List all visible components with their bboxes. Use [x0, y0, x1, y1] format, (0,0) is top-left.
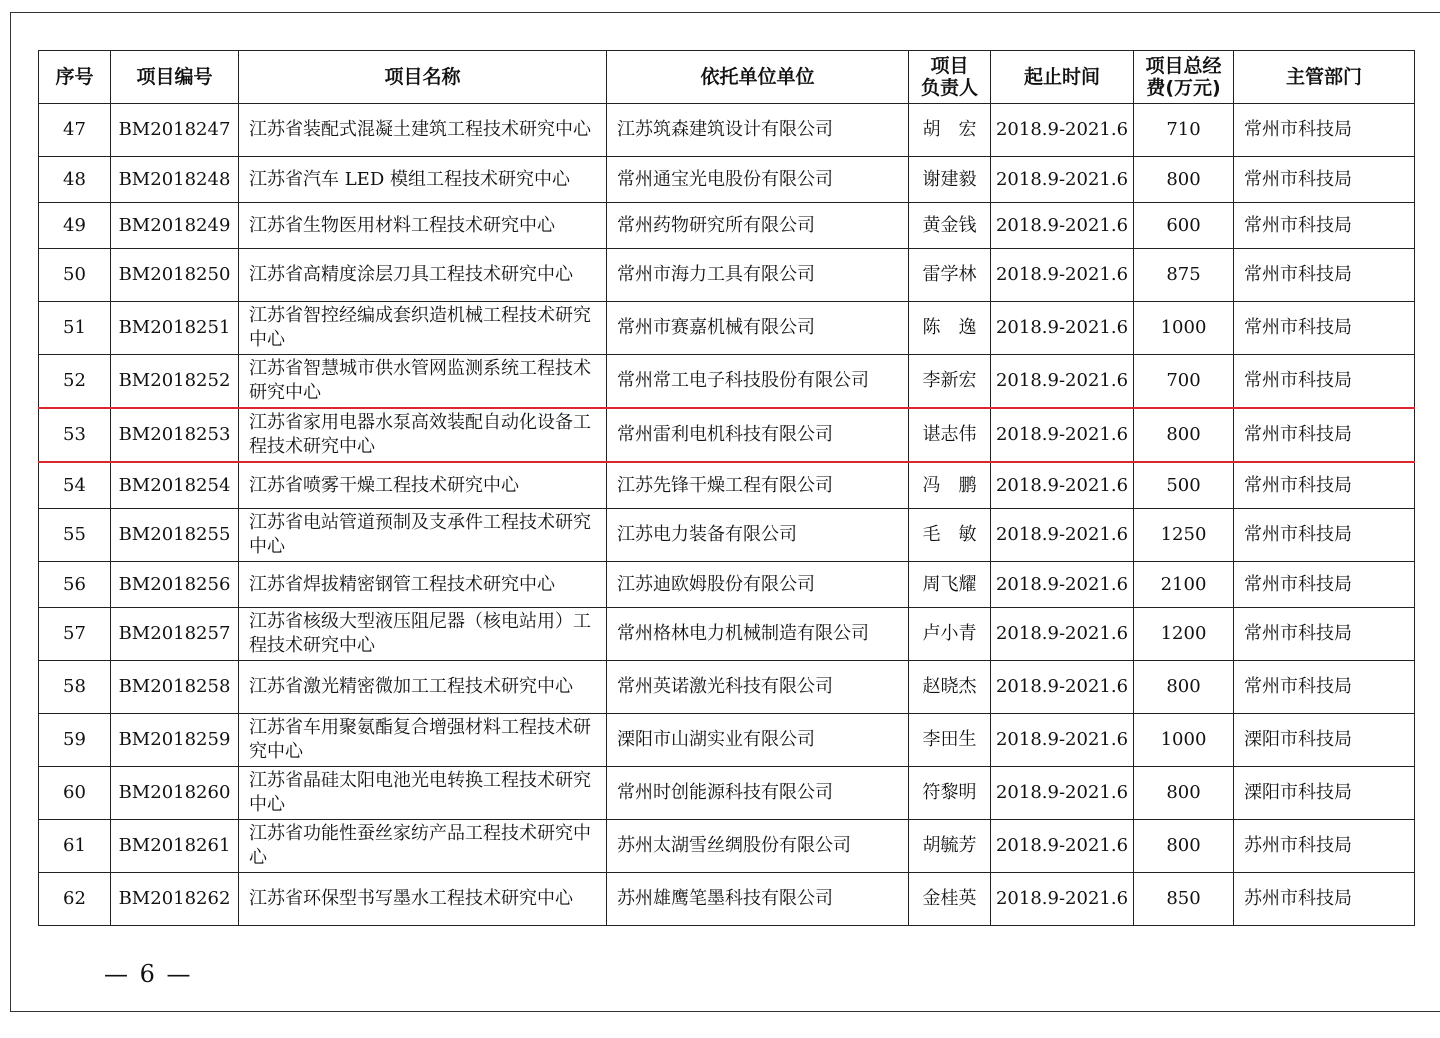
cell-leader: 黄金钱: [909, 203, 991, 249]
cell-period: 2018.9-2021.6: [991, 462, 1134, 509]
cell-name: 江苏省焊拔精密钢管工程技术研究中心: [239, 562, 607, 608]
cell-name: 江苏省电站管道预制及支承件工程技术研究中心: [239, 509, 607, 562]
cell-unit: 苏州太湖雪丝绸股份有限公司: [607, 820, 909, 873]
header-code: 项目编号: [111, 51, 239, 104]
cell-period: 2018.9-2021.6: [991, 714, 1134, 767]
cell-budget: 800: [1134, 820, 1234, 873]
cell-budget: 700: [1134, 355, 1234, 409]
cell-leader: 胡毓芳: [909, 820, 991, 873]
cell-unit: 江苏筑森建筑设计有限公司: [607, 104, 909, 157]
cell-budget: 800: [1134, 157, 1234, 203]
header-seq: 序号: [39, 51, 111, 104]
cell-seq: 57: [39, 608, 111, 661]
cell-budget: 875: [1134, 249, 1234, 302]
table-row: [39, 355, 1415, 409]
cell-period: 2018.9-2021.6: [991, 203, 1134, 249]
cell-budget: 800: [1134, 767, 1234, 820]
cell-leader: 李田生: [909, 714, 991, 767]
cell-dept: 溧阳市科技局: [1234, 767, 1415, 820]
cell-leader: 符黎明: [909, 767, 991, 820]
cell-seq: 62: [39, 873, 111, 926]
cell-period: 2018.9-2021.6: [991, 355, 1134, 409]
cell-unit: 常州英诺激光科技有限公司: [607, 661, 909, 714]
cell-leader: 胡 宏: [909, 104, 991, 157]
cell-leader: 谌志伟: [909, 408, 991, 462]
cell-period: 2018.9-2021.6: [991, 562, 1134, 608]
cell-dept: 常州市科技局: [1234, 509, 1415, 562]
table-row: [39, 249, 1415, 302]
cell-name: 江苏省喷雾干燥工程技术研究中心: [239, 462, 607, 509]
cell-name: 江苏省装配式混凝土建筑工程技术研究中心: [239, 104, 607, 157]
cell-unit: 常州雷利电机科技有限公司: [607, 408, 909, 462]
cell-code: BM2018262: [111, 873, 239, 926]
cell-budget: 1250: [1134, 509, 1234, 562]
cell-code: BM2018250: [111, 249, 239, 302]
cell-seq: 54: [39, 462, 111, 509]
table-row: [39, 820, 1415, 873]
cell-code: BM2018259: [111, 714, 239, 767]
cell-dept: 常州市科技局: [1234, 562, 1415, 608]
cell-name: 江苏省家用电器水泵高效装配自动化设备工程技术研究中心: [239, 408, 607, 462]
cell-leader: 谢建毅: [909, 157, 991, 203]
header-row: [39, 51, 1415, 104]
cell-seq: 58: [39, 661, 111, 714]
cell-code: BM2018257: [111, 608, 239, 661]
table-row: [39, 104, 1415, 157]
page-number: — 6 —: [104, 960, 193, 988]
cell-dept: 苏州市科技局: [1234, 873, 1415, 926]
cell-period: 2018.9-2021.6: [991, 661, 1134, 714]
cell-name: 江苏省晶硅太阳电池光电转换工程技术研究中心: [239, 767, 607, 820]
cell-name: 江苏省核级大型液压阻尼器（核电站用）工程技术研究中心: [239, 608, 607, 661]
cell-dept: 常州市科技局: [1234, 355, 1415, 409]
cell-unit: 常州药物研究所有限公司: [607, 203, 909, 249]
cell-unit: 常州常工电子科技股份有限公司: [607, 355, 909, 409]
cell-budget: 1200: [1134, 608, 1234, 661]
cell-period: 2018.9-2021.6: [991, 302, 1134, 355]
cell-dept: 常州市科技局: [1234, 462, 1415, 509]
cell-budget: 800: [1134, 661, 1234, 714]
cell-name: 江苏省环保型书写墨水工程技术研究中心: [239, 873, 607, 926]
cell-period: 2018.9-2021.6: [991, 509, 1134, 562]
cell-name: 江苏省车用聚氨酯复合增强材料工程技术研究中心: [239, 714, 607, 767]
table-row: [39, 767, 1415, 820]
cell-code: BM2018256: [111, 562, 239, 608]
cell-leader: 卢小青: [909, 608, 991, 661]
cell-dept: 常州市科技局: [1234, 203, 1415, 249]
cell-name: 江苏省汽车 LED 模组工程技术研究中心: [239, 157, 607, 203]
cell-name: 江苏省智慧城市供水管网监测系统工程技术研究中心: [239, 355, 607, 409]
cell-name: 江苏省激光精密微加工工程技术研究中心: [239, 661, 607, 714]
cell-leader: 金桂英: [909, 873, 991, 926]
cell-period: 2018.9-2021.6: [991, 157, 1134, 203]
cell-leader: 毛 敏: [909, 509, 991, 562]
cell-code: BM2018254: [111, 462, 239, 509]
table-row: [39, 661, 1415, 714]
cell-budget: 2100: [1134, 562, 1234, 608]
cell-code: BM2018252: [111, 355, 239, 409]
cell-period: 2018.9-2021.6: [991, 873, 1134, 926]
cell-unit: 溧阳市山湖实业有限公司: [607, 714, 909, 767]
table-row: [39, 462, 1415, 509]
cell-budget: 710: [1134, 104, 1234, 157]
cell-period: 2018.9-2021.6: [991, 104, 1134, 157]
cell-budget: 1000: [1134, 714, 1234, 767]
table-row: [39, 203, 1415, 249]
cell-leader: 冯 鹏: [909, 462, 991, 509]
cell-dept: 常州市科技局: [1234, 408, 1415, 462]
project-table: [38, 50, 1415, 926]
cell-unit: 常州时创能源科技有限公司: [607, 767, 909, 820]
cell-code: BM2018253: [111, 408, 239, 462]
cell-unit: 江苏迪欧姆股份有限公司: [607, 562, 909, 608]
cell-leader: 赵晓杰: [909, 661, 991, 714]
cell-name: 江苏省高精度涂层刀具工程技术研究中心: [239, 249, 607, 302]
table-row: [39, 873, 1415, 926]
cell-seq: 51: [39, 302, 111, 355]
cell-leader: 雷学林: [909, 249, 991, 302]
table-row: [39, 562, 1415, 608]
table-body: [39, 104, 1415, 926]
cell-seq: 50: [39, 249, 111, 302]
cell-period: 2018.9-2021.6: [991, 608, 1134, 661]
cell-unit: 常州格林电力机械制造有限公司: [607, 608, 909, 661]
cell-leader: 李新宏: [909, 355, 991, 409]
cell-dept: 常州市科技局: [1234, 157, 1415, 203]
cell-budget: 1000: [1134, 302, 1234, 355]
header-name: 项目名称: [239, 51, 607, 104]
cell-seq: 59: [39, 714, 111, 767]
header-unit: 依托单位单位: [607, 51, 909, 104]
cell-dept: 常州市科技局: [1234, 302, 1415, 355]
cell-dept: 常州市科技局: [1234, 249, 1415, 302]
table-row: [39, 714, 1415, 767]
cell-unit: 苏州雄鹰笔墨科技有限公司: [607, 873, 909, 926]
cell-name: 江苏省智控经编成套织造机械工程技术研究中心: [239, 302, 607, 355]
cell-unit: 常州市海力工具有限公司: [607, 249, 909, 302]
cell-seq: 53: [39, 408, 111, 462]
cell-seq: 47: [39, 104, 111, 157]
cell-period: 2018.9-2021.6: [991, 249, 1134, 302]
cell-budget: 600: [1134, 203, 1234, 249]
cell-dept: 常州市科技局: [1234, 104, 1415, 157]
cell-code: BM2018258: [111, 661, 239, 714]
header-leader: 项目 负责人: [909, 51, 991, 104]
cell-seq: 61: [39, 820, 111, 873]
cell-seq: 60: [39, 767, 111, 820]
table-row: [39, 157, 1415, 203]
table-row: [39, 608, 1415, 661]
cell-unit: 江苏电力装备有限公司: [607, 509, 909, 562]
cell-dept: 溧阳市科技局: [1234, 714, 1415, 767]
header-period: 起止时间: [991, 51, 1134, 104]
cell-seq: 56: [39, 562, 111, 608]
cell-unit: 常州市赛嘉机械有限公司: [607, 302, 909, 355]
cell-seq: 49: [39, 203, 111, 249]
cell-seq: 55: [39, 509, 111, 562]
cell-budget: 850: [1134, 873, 1234, 926]
cell-unit: 常州通宝光电股份有限公司: [607, 157, 909, 203]
header-dept: 主管部门: [1234, 51, 1415, 104]
cell-seq: 48: [39, 157, 111, 203]
cell-dept: 苏州市科技局: [1234, 820, 1415, 873]
cell-budget: 500: [1134, 462, 1234, 509]
cell-period: 2018.9-2021.6: [991, 767, 1134, 820]
table-row: [39, 302, 1415, 355]
cell-code: BM2018247: [111, 104, 239, 157]
cell-code: BM2018248: [111, 157, 239, 203]
cell-code: BM2018249: [111, 203, 239, 249]
cell-code: BM2018251: [111, 302, 239, 355]
cell-unit: 江苏先锋干燥工程有限公司: [607, 462, 909, 509]
cell-name: 江苏省生物医用材料工程技术研究中心: [239, 203, 607, 249]
cell-dept: 常州市科技局: [1234, 608, 1415, 661]
cell-period: 2018.9-2021.6: [991, 408, 1134, 462]
cell-seq: 52: [39, 355, 111, 409]
cell-code: BM2018260: [111, 767, 239, 820]
header-budget: 项目总经 费(万元): [1134, 51, 1234, 104]
cell-leader: 周飞耀: [909, 562, 991, 608]
cell-code: BM2018261: [111, 820, 239, 873]
cell-dept: 常州市科技局: [1234, 661, 1415, 714]
cell-leader: 陈 逸: [909, 302, 991, 355]
cell-period: 2018.9-2021.6: [991, 820, 1134, 873]
cell-code: BM2018255: [111, 509, 239, 562]
cell-name: 江苏省功能性蚕丝家纺产品工程技术研究中心: [239, 820, 607, 873]
table-row: [39, 408, 1415, 462]
cell-budget: 800: [1134, 408, 1234, 462]
table-row: [39, 509, 1415, 562]
